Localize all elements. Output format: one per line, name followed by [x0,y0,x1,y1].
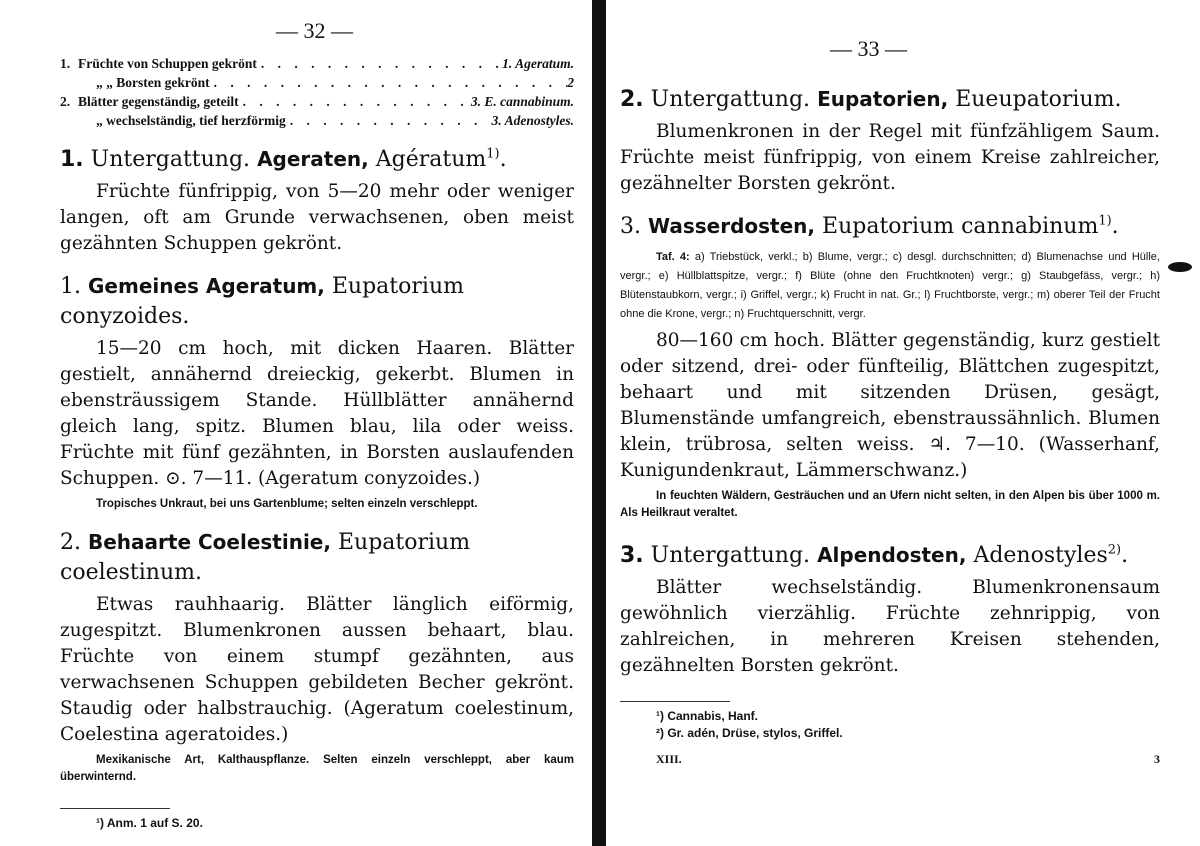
footnote: ¹) Cannabis, Hanf. [656,709,759,723]
species-description: 15—20 cm hoch, mit dicken Haaren. Blätter gestielt, annähernd dreieckig, gekerbt. Blumen in ebensträussigem Stande. Hüllblätter annähernd gleich lang, spitz. Blumen blau, lila oder weiss. Früchte mit fünf gezähnten, in Borsten auslaufenden Schuppen. ⊙. 7—11. (Ageratum conyzoides.) [60,338,574,489]
heading-latin: Eupatorium conyzoides. [60,274,464,329]
key-label: Früchte von Schuppen gekrönt [78,56,257,71]
heading-number: 2. [60,530,81,555]
heading-latin: Eupatorium cannabinum [822,214,1099,239]
subgenus-description: Blumenkronen in der Regel mit fünfzähligem Saum. Früchte meist fünfrippig, von einem Kreise zahlreicher, gezähnelter Borsten gekrönt. [620,121,1160,194]
book-gutter [592,0,606,846]
signature-number: 3 [1154,752,1160,766]
heading-end: . [499,147,507,172]
key-num: 1. [60,56,71,71]
plate-reference [620,248,1160,324]
heading-latin: Eueupatorium. [955,87,1122,112]
heading-number: 2. [620,87,644,112]
key-row [60,92,574,111]
plate-text: a) Triebstück, verkl.; b) Blume, vergr.; c) desgl. durchschnitten; d) Blumenachse und Hülle, vergr.; e) Hüllblattspitze, vergr.; f) Blüte (ohne den Fruchtknoten) vergr.; g) Staubgefäss, vergr.; h) Blütenstaubkorn, vergr.; i) Griffel, vergr.; k) Frucht in nat. Gr.; l) Fruchtborste, vergr.; m) oberer Teil der Frucht ohne die Krone, vergr.; n) Fruchtquerschnitt, vergr. [620,251,1160,320]
plate-label: Taf. 4: [656,251,690,263]
key-row [60,111,574,130]
species-note: Mexikanische Art, Kalthauspflanze. Selten einzeln verschleppt, aber kaum überwinternd. [60,754,574,783]
key-target: 1. Ageratum. [502,56,574,71]
determination-key [60,54,574,130]
page-number-right: — 33 — [830,36,907,61]
subgenus-heading-ageraten [60,144,574,175]
key-dots [286,111,492,130]
heading-name: Wasserdosten, [648,214,816,238]
heading-name: Ageraten, [257,147,369,171]
heading-name: Gemeines Ageratum, [88,274,325,298]
heading-number: 1. [60,147,84,172]
footnote-rule [60,808,170,809]
key-target: 2 [567,75,574,90]
signature-mark: XIII. [656,752,682,766]
heading-name: Eupatorien, [817,87,949,111]
species-description: Etwas rauhhaarig. Blätter länglich eiförmig, zugespitzt. Blumenkronen aussen behaart, blau. Früchte von einem stumpf gezähnten, aus verwachsenen Schuppen gebildeten Becher gekrönt. Staudig oder halbstrauchig. (Ageratum coelestinum, Coelestina ageratoides.) [60,594,574,745]
heading-end: . [1121,543,1129,568]
signature-row [620,752,1160,767]
left-page [0,0,592,846]
species-description: 80—160 cm hoch. Blätter gegenständig, kurz gestielt oder sitzend, drei- oder fünfteilig, Blättchen zugespitzt, behaart und mit sitzenden Drüsen, gesägt, Blumenstände umfangreich, ebenstraussähnlich. Blumen klein, trübrosa, selten weiss. ♃. 7—10. (Wasserhanf, Kunigundenkraut, Lämmerschwanz.) [620,330,1160,481]
heading-prefix: Untergattung. [650,543,811,568]
heading-name: Behaarte Coelestinie, [88,530,331,554]
footnote-ref: 1) [486,146,500,162]
heading-name: Alpendosten, [817,543,967,567]
footnote-ref: 1) [1098,213,1112,229]
footnote: ²) Gr. adén, Drüse, stylos, Griffel. [656,726,843,740]
subgenus-heading-alpendosten [620,540,1160,571]
key-dots [210,73,568,92]
subgenus-description: Früchte fünfrippig, von 5—20 mehr oder weniger langen, oft am Grunde verwachsenen, oben meist gezähnten Schuppen gekrönt. [60,181,574,254]
key-dots [257,54,502,73]
species-heading-wasserdosten [620,211,1160,242]
key-label: Blätter gegenständig, geteilt [78,94,239,109]
heading-number: 3. [620,214,641,239]
key-row [60,73,574,92]
right-page [606,0,1200,846]
key-num: 2. [60,94,71,109]
key-dots [239,92,471,111]
subgenus-heading-eupatorien [620,84,1160,115]
heading-end: . [1111,214,1119,239]
footnote-rule [620,701,730,702]
subgenus-description: Blätter wechselständig. Blumenkronensaum gewöhnlich vierzählig. Früchte zehnrippig, von zahlreichen, in mehreren Kreisen stehenden, gezähnelten Borsten gekrönt. [620,577,1160,676]
page-number-left: — 32 — [276,18,353,43]
heading-latin: Eupatorium coelestinum. [60,530,471,585]
heading-prefix: Untergattung. [90,147,251,172]
heading-prefix: Untergattung. [650,87,811,112]
heading-number: 1. [60,274,81,299]
key-label: „ wechselständig, tief herzförmig [96,113,286,128]
species-heading-coelestinie [60,527,574,588]
heading-number: 3. [620,543,644,568]
key-target: 3. E. cannabinum. [470,94,574,109]
key-row [60,54,574,73]
key-target: 3. Adenostyles. [491,113,574,128]
species-heading-ageratum [60,271,574,332]
heading-latin: Adenostyles [973,543,1108,568]
heading-latin: Agératum [375,147,487,172]
key-label: „ „ Borsten gekrönt [96,75,210,90]
species-note: Tropisches Unkraut, bei uns Gartenblume; selten einzeln verschleppt. [96,498,478,510]
footnote: ¹) Anm. 1 auf S. 20. [96,816,203,830]
footnote-ref: 2) [1107,542,1122,558]
species-note: In feuchten Wäldern, Gesträuchen und an Ufern nicht selten, in den Alpen bis über 1000 m. Als Heilkraut veraltet. [620,490,1160,519]
